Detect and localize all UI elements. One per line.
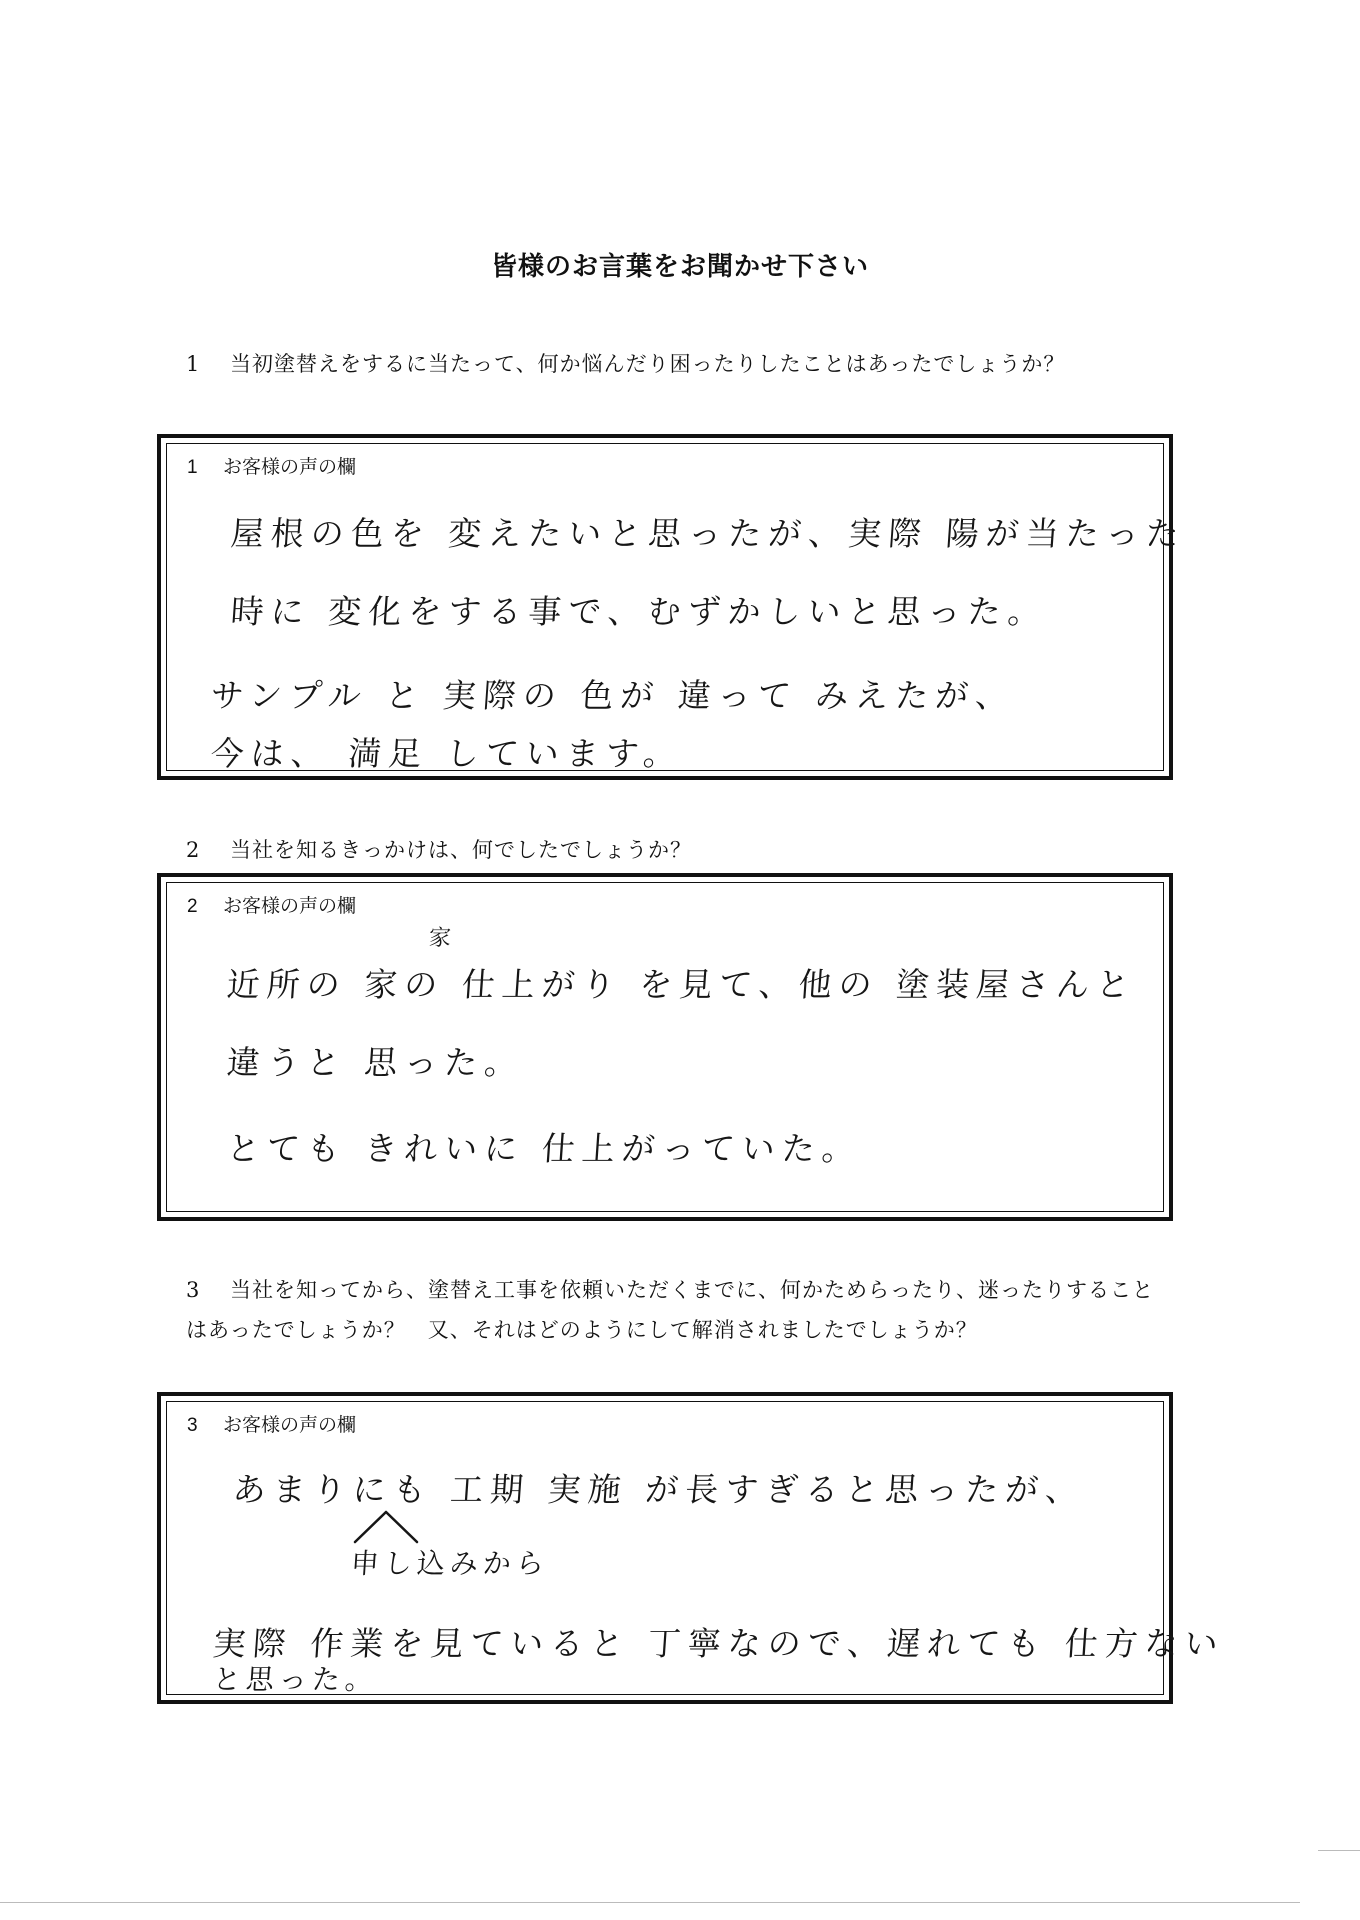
handwritten-insert: 申し込みから xyxy=(349,1547,551,1580)
question-text: 当初塗替えをするに当たって、何か悩んだり困ったりしたことはあったでしょうか？ xyxy=(230,352,1066,376)
box-label: 1 お客様の声の欄 xyxy=(187,457,357,478)
question-3 xyxy=(186,1270,1166,1350)
question-number: 2 xyxy=(186,838,201,862)
scan-edge-line xyxy=(1318,1850,1360,1851)
handwritten-line: とても きれいに 仕上がっていた。 xyxy=(225,1129,864,1168)
question-1 xyxy=(186,344,1166,384)
handwritten-correction: 家 xyxy=(427,926,454,951)
box-label: 2 お客様の声の欄 xyxy=(187,896,357,917)
handwritten-line: 違うと 思った。 xyxy=(225,1043,526,1082)
question-text: 当社を知るきっかけは、何でしたでしょうか？ xyxy=(230,838,692,862)
handwritten-line: と思った。 xyxy=(211,1663,380,1696)
handwritten-line: 屋根の色を 変えたいと思ったが、実際 陽が当たった xyxy=(229,514,1188,553)
insertion-caret xyxy=(351,1506,421,1546)
answer-box-2 xyxy=(157,873,1173,1221)
handwritten-line: 今は、 満足 しています。 xyxy=(209,734,685,773)
handwritten-line: 実際 作業を見ていると 丁寧なので、遅れても 仕方ない xyxy=(211,1624,1227,1663)
question-text: 当社を知ってから、塗替え工事を依頼いただくまでに、何かためらったり、迷ったりすることはあったでしょうか？ 又、それはどのようにして解消されましたでしょうか？ xyxy=(186,1278,1154,1342)
handwritten-line: サンプル と 実際の 色が 違って みえたが、 xyxy=(209,676,1017,715)
answer-box-3 xyxy=(157,1392,1227,1704)
answer-box-1 xyxy=(157,434,1188,780)
question-2 xyxy=(186,830,1166,870)
question-number: 1 xyxy=(186,352,201,376)
question-number: 3 xyxy=(186,1278,201,1302)
box-label: 3 お客様の声の欄 xyxy=(187,1415,357,1436)
page-title: 皆様のお言葉をお聞かせ下さい xyxy=(490,252,869,282)
handwritten-line: 時に 変化をする事で、むずかしいと思った。 xyxy=(229,592,1050,631)
handwritten-line: 近所の 家の 仕上がり を見て、他の 塗装屋さんと xyxy=(225,965,1138,1004)
scan-edge-line xyxy=(0,1902,1300,1903)
handwritten-line: あまりにも 工期 実施 が長すぎると思ったが、 xyxy=(231,1470,1087,1509)
